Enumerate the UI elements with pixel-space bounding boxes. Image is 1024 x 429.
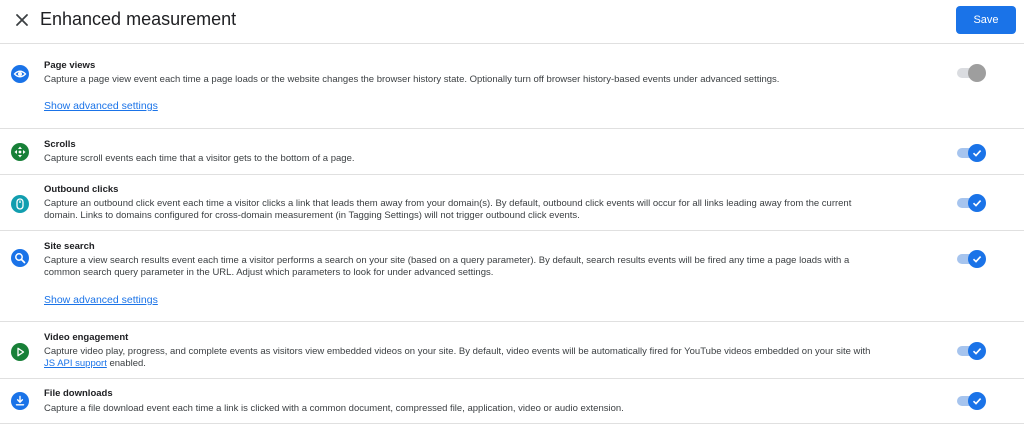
file-downloads-toggle[interactable] [955,391,987,411]
close-button[interactable] [10,8,34,32]
check-icon [971,345,983,357]
check-icon [971,147,983,159]
row-title: Outbound clicks [44,184,119,195]
mouse-icon [11,195,29,213]
dialog-header [0,0,1024,44]
setting-row-scrolls [0,130,1024,175]
check-icon [971,253,983,265]
row-description: Capture an outbound click event each time a visitor clicks a link that leads them away from your domain(s). By default, outbound click events will occur for all links leading away from the current domain. Links to domains configured for cross-domain measurement (in Tagging Settings) will not trigger outbound click events. [44,198,852,221]
site-search-toggle[interactable] [955,249,987,269]
save-button[interactable]: Save [956,6,1016,34]
setting-row-outbound-clicks [0,176,1024,231]
row-description: Capture scroll events each time that a visitor gets to the bottom of a page. [44,153,355,164]
show-advanced-settings-link[interactable]: Show advanced settings [44,294,158,306]
search-icon [11,249,29,267]
eye-icon [11,65,29,83]
play-icon [11,343,29,361]
row-title: File downloads [44,388,113,399]
row-title: Page views [44,60,96,71]
setting-row-site-search [0,232,1024,322]
download-icon [11,392,29,410]
setting-row-video-engagement [0,323,1024,379]
check-icon [971,197,983,209]
js-api-support-link[interactable]: JS API support [44,357,107,369]
row-description: Capture a page view event each time a page loads or the website changes the browser history state. Optionally turn off browser history-based events under advanced settings. [44,74,780,85]
row-description: Capture a file download event each time a link is clicked with a common document, compressed file, application, video or audio extension. [44,403,624,414]
scroll-arrows-icon [11,143,29,161]
row-description: Capture a view search results event each time a visitor performs a search on your site (based on a query parameter). By default, search results events will be fired any time a page loads with a common search query parameter in the URL. Adjust which parameters to look for under advanced settings. [44,255,850,278]
row-title: Scrolls [44,139,76,150]
setting-row-page-views [0,45,1024,129]
description-text: enabled. [106,357,146,369]
description-text: Capture video play, progress, and complete events as visitors view embedded videos on your site. By default, video events will be automatically fired for YouTube videos embedded on your site with [44,346,871,357]
show-advanced-settings-link[interactable]: Show advanced settings [44,100,158,112]
row-title: Site search [44,241,95,252]
check-icon [971,395,983,407]
row-description [44,346,874,369]
scrolls-toggle[interactable] [955,143,987,163]
setting-row-file-downloads [0,380,1024,424]
row-title: Video engagement [44,332,129,343]
outbound-clicks-toggle[interactable] [955,193,987,213]
video-engagement-toggle[interactable] [955,341,987,361]
close-icon [10,8,34,32]
page-views-toggle[interactable] [955,63,987,83]
page-title: Enhanced measurement [40,9,237,29]
